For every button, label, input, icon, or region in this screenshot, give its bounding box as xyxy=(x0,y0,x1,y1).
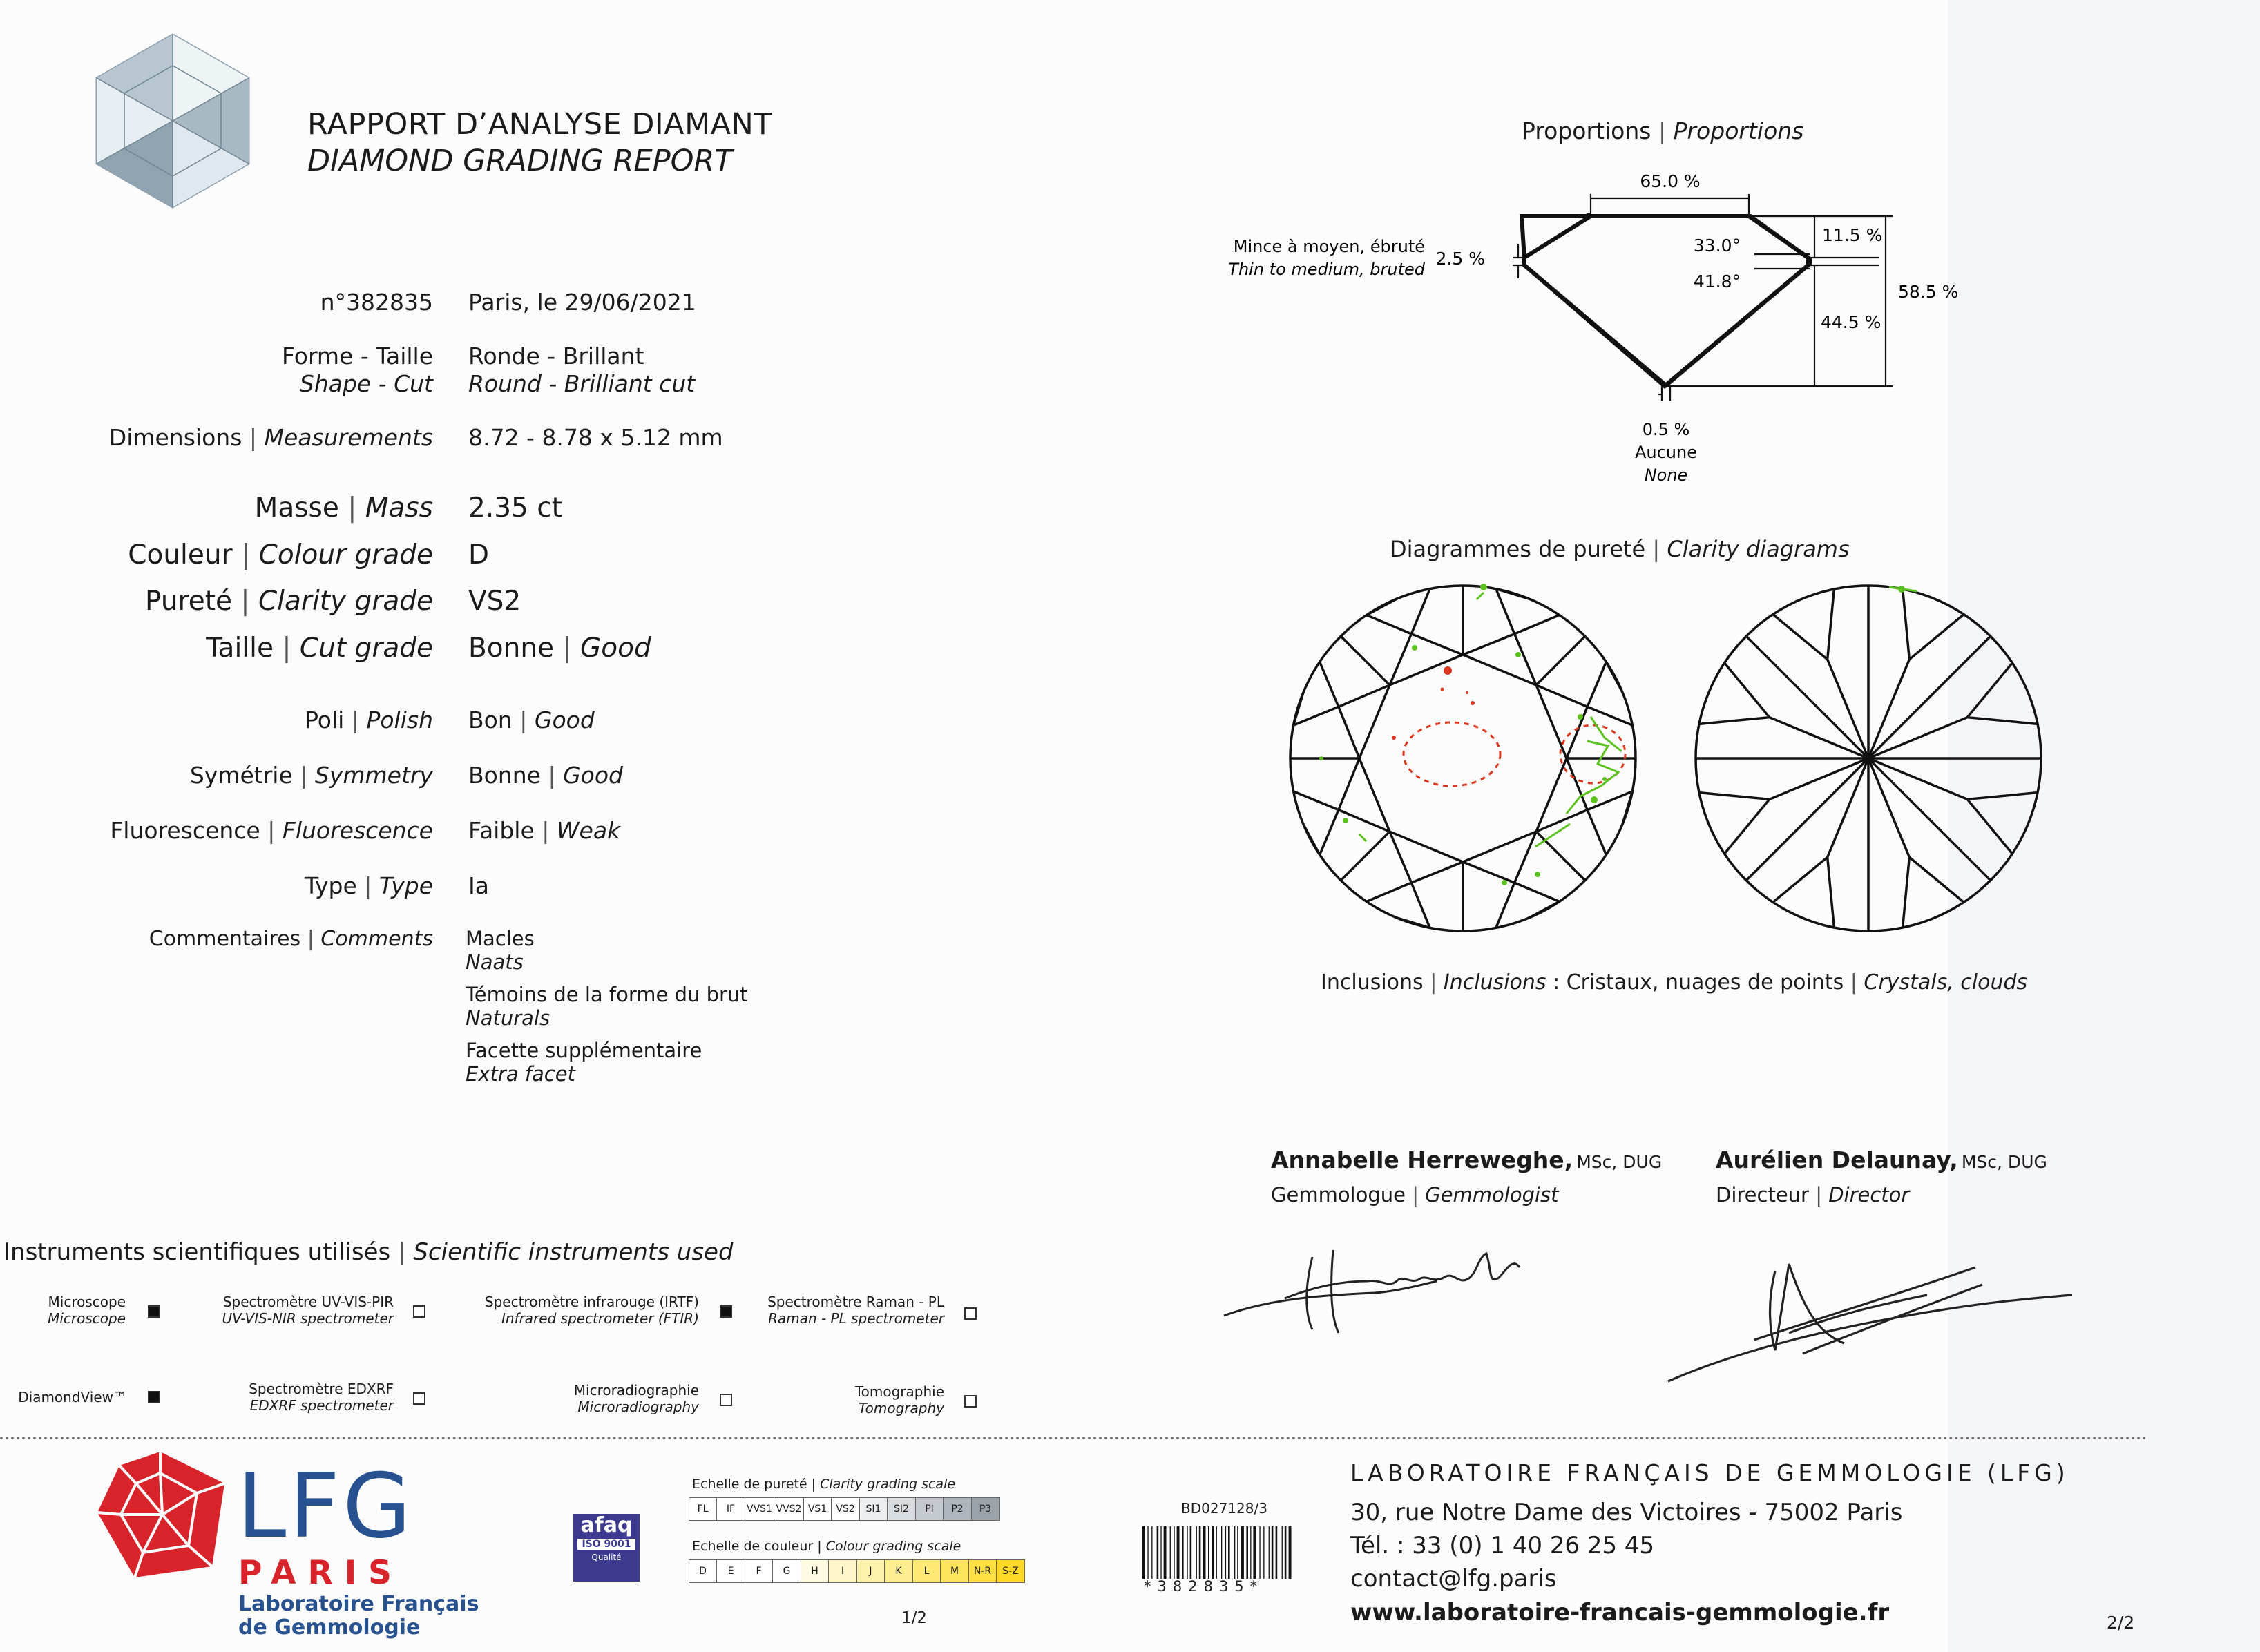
colour-scale xyxy=(689,1559,1025,1583)
clarity-scale xyxy=(689,1497,1000,1521)
report-title-en: DIAMOND GRADING REPORT xyxy=(307,144,733,178)
clarity-scale-title: Echelle de pureté | Clarity grading scale xyxy=(692,1477,956,1492)
page-number-right: 2/2 xyxy=(2107,1613,2135,1633)
clarity-scale-cell: PI xyxy=(915,1497,944,1521)
colour-scale-cell: H xyxy=(801,1559,830,1583)
field-polish-value: Bon | Good xyxy=(468,707,595,733)
clarity-scale-cell: IF xyxy=(716,1497,745,1521)
field-clarity-value: VS2 xyxy=(468,586,521,617)
field-symmetry-label: Symétrie | Symmetry xyxy=(189,762,433,789)
instrument-checkbox-tomography[interactable] xyxy=(964,1395,977,1408)
instrument-checkbox-microradiography[interactable] xyxy=(720,1394,732,1406)
instrument-checkbox-uv-vis-nir[interactable] xyxy=(413,1305,425,1318)
signatory-1: Annabelle Herreweghe, MSc, DUG Gemmologue | Gemmologist xyxy=(1271,1146,1663,1207)
field-measurements-value: 8.72 - 8.78 x 5.12 mm xyxy=(468,424,723,451)
crown-angle: 33.0° xyxy=(1693,236,1741,256)
clarity-diagram-pavilion xyxy=(1689,579,2048,938)
field-cut-value: Bonne | Good xyxy=(468,633,651,664)
clarity-scale-cell: SI1 xyxy=(859,1497,888,1521)
clarity-scale-cell: VVS2 xyxy=(774,1497,804,1521)
lfg-logo-paris: PARIS xyxy=(238,1554,404,1592)
pavilion-angle: 41.8° xyxy=(1693,271,1741,291)
culet-en: None xyxy=(1644,465,1688,485)
lab-name: LABORATOIRE FRANÇAIS DE GEMMOLOGIE (LFG) xyxy=(1350,1459,2069,1486)
total-depth: 58.5 % xyxy=(1898,282,1959,302)
lab-phone: Tél. : 33 (0) 1 40 26 25 45 xyxy=(1350,1532,1655,1559)
clarity-diagram-crown xyxy=(1283,579,1643,938)
field-shape-value: Ronde - Brillant Round - Brilliant cut xyxy=(468,343,696,397)
instrument-label: DiamondView™ xyxy=(18,1389,127,1405)
table-percent: 65.0 % xyxy=(1640,171,1701,191)
signatory-2: Aurélien Delaunay, MSc, DUG Directeur | Director xyxy=(1716,1146,2047,1207)
lab-email-link[interactable]: contact@lfg.paris xyxy=(1350,1565,1557,1593)
proportions-title: Proportions | Proportions xyxy=(1522,117,1804,144)
colour-scale-cell: D xyxy=(689,1559,718,1583)
comment-item: Facette supplémentaire Extra facet xyxy=(466,1039,702,1086)
comments-list xyxy=(466,927,748,1086)
clarity-scale-cell: VS1 xyxy=(803,1497,832,1521)
field-symmetry-value: Bonne | Good xyxy=(468,762,623,789)
instrument-label: Spectromètre UV-VIS-PIR UV-VIS-NIR spectrometer xyxy=(222,1294,394,1327)
colour-scale-cell: G xyxy=(772,1559,801,1583)
diamond-hexagon-icon xyxy=(93,31,252,211)
field-type-value: Ia xyxy=(468,872,489,899)
field-colour-value: D xyxy=(468,539,490,570)
instrument-checkbox-edxrf[interactable] xyxy=(413,1392,425,1405)
proportions-diagram xyxy=(1216,162,1975,494)
report-place-date: Paris, le 29/06/2021 xyxy=(468,289,696,316)
clarity-scale-cell: SI2 xyxy=(887,1497,916,1521)
instrument-label: Tomographie Tomography xyxy=(854,1383,944,1416)
culet-percent: 0.5 % xyxy=(1642,420,1690,439)
culet-fr: Aucune xyxy=(1634,443,1698,462)
comment-item: Témoins de la forme du brut Naturals xyxy=(466,983,748,1030)
colour-scale-cell: F xyxy=(745,1559,774,1583)
field-mass-value: 2.35 ct xyxy=(468,492,562,524)
instrument-label: Spectromètre Raman - PL Raman - PL spectrometer xyxy=(767,1294,944,1327)
field-cut-label: Taille | Cut grade xyxy=(206,633,433,664)
lfg-logo-caption: Laboratoire Français de Gemmologie xyxy=(238,1592,479,1640)
field-fluorescence-value: Faible | Weak xyxy=(468,817,621,844)
colour-scale-cell: K xyxy=(884,1559,913,1583)
instrument-label: Microscope Microscope xyxy=(48,1294,126,1327)
barcode xyxy=(1141,1526,1314,1579)
signature-1 xyxy=(1216,1216,1547,1340)
instrument-checkbox-raman[interactable] xyxy=(964,1307,977,1320)
colour-scale-cell: S-Z xyxy=(996,1559,1025,1583)
girdle-desc-fr: Mince à moyen, ébruté xyxy=(1233,237,1425,256)
field-shape-label: Forme - Taille Shape - Cut xyxy=(281,343,433,397)
clarity-scale-cell: FL xyxy=(689,1497,718,1521)
colour-scale-title: Echelle de couleur | Colour grading scale xyxy=(692,1539,961,1554)
instrument-checkbox-ftir[interactable] xyxy=(720,1305,732,1318)
instrument-checkbox-diamondview[interactable] xyxy=(148,1391,160,1403)
field-colour-label: Couleur | Colour grade xyxy=(128,539,433,570)
colour-scale-cell: N-R xyxy=(968,1559,997,1583)
field-mass-label: Masse | Mass xyxy=(254,492,433,524)
instruments-title: Instruments scientifiques utilisés | Scientific instruments used xyxy=(3,1238,734,1266)
instrument-label: Spectromètre infrarouge (IRTF) Infrared spectrometer (FTIR) xyxy=(484,1294,699,1327)
report-title-fr: RAPPORT D’ANALYSE DIAMANT xyxy=(307,107,773,142)
signature-2 xyxy=(1665,1243,2079,1395)
instrument-label: Spectromètre EDXRF EDXRF spectrometer xyxy=(249,1381,394,1414)
page-number-left: 1/2 xyxy=(901,1609,928,1627)
clarity-title: Diagrammes de pureté | Clarity diagrams xyxy=(1390,536,1850,562)
clarity-scale-cell: VS2 xyxy=(831,1497,860,1521)
colour-scale-cell: I xyxy=(828,1559,857,1583)
clarity-scale-cell: P3 xyxy=(971,1497,1000,1521)
pavilion-depth: 44.5 % xyxy=(1821,312,1881,332)
field-type-label: Type | Type xyxy=(305,872,433,899)
document-code: BD027128/3 xyxy=(1181,1500,1267,1517)
instrument-label: Microradiographie Microradiography xyxy=(573,1382,699,1415)
lfg-logo-text: LFG xyxy=(237,1455,414,1558)
report-number: n°382835 xyxy=(320,289,433,316)
inclusions-clouds xyxy=(1392,666,1625,786)
lab-website-link[interactable]: www.laboratoire-francais-gemmologie.fr xyxy=(1350,1599,1890,1626)
lfg-logo-icon xyxy=(93,1449,228,1580)
field-fluorescence-label: Fluorescence | Fluorescence xyxy=(110,817,433,844)
comment-item: Macles Naats xyxy=(466,927,535,974)
clarity-scale-cell: P2 xyxy=(943,1497,972,1521)
dotted-divider xyxy=(0,1437,2148,1439)
clarity-scale-cell: VVS1 xyxy=(745,1497,775,1521)
colour-scale-cell: J xyxy=(856,1559,885,1583)
colour-scale-cell: L xyxy=(912,1559,941,1583)
instrument-checkbox-microscope[interactable] xyxy=(148,1305,160,1318)
afaq-iso-badge: afaq ISO 9001 Qualité xyxy=(573,1514,640,1582)
field-measurements-label: Dimensions | Measurements xyxy=(108,424,433,451)
crown-height: 11.5 % xyxy=(1822,225,1883,245)
lab-address: 30, rue Notre Dame des Victoires - 75002 Paris xyxy=(1350,1499,1903,1526)
inclusions-line: Inclusions | Inclusions : Cristaux, nuages de points | Crystals, clouds xyxy=(1321,970,2028,995)
barcode-text: *382835* xyxy=(1144,1578,1264,1595)
field-polish-label: Poli | Polish xyxy=(305,707,433,733)
field-comments-label: Commentaires | Comments xyxy=(149,927,433,951)
colour-scale-cell: M xyxy=(940,1559,969,1583)
colour-scale-cell: E xyxy=(716,1559,745,1583)
girdle-desc-en: Thin to medium, bruted xyxy=(1228,260,1425,279)
field-clarity-label: Pureté | Clarity grade xyxy=(144,586,433,617)
girdle-percent: 2.5 % xyxy=(1435,249,1485,269)
